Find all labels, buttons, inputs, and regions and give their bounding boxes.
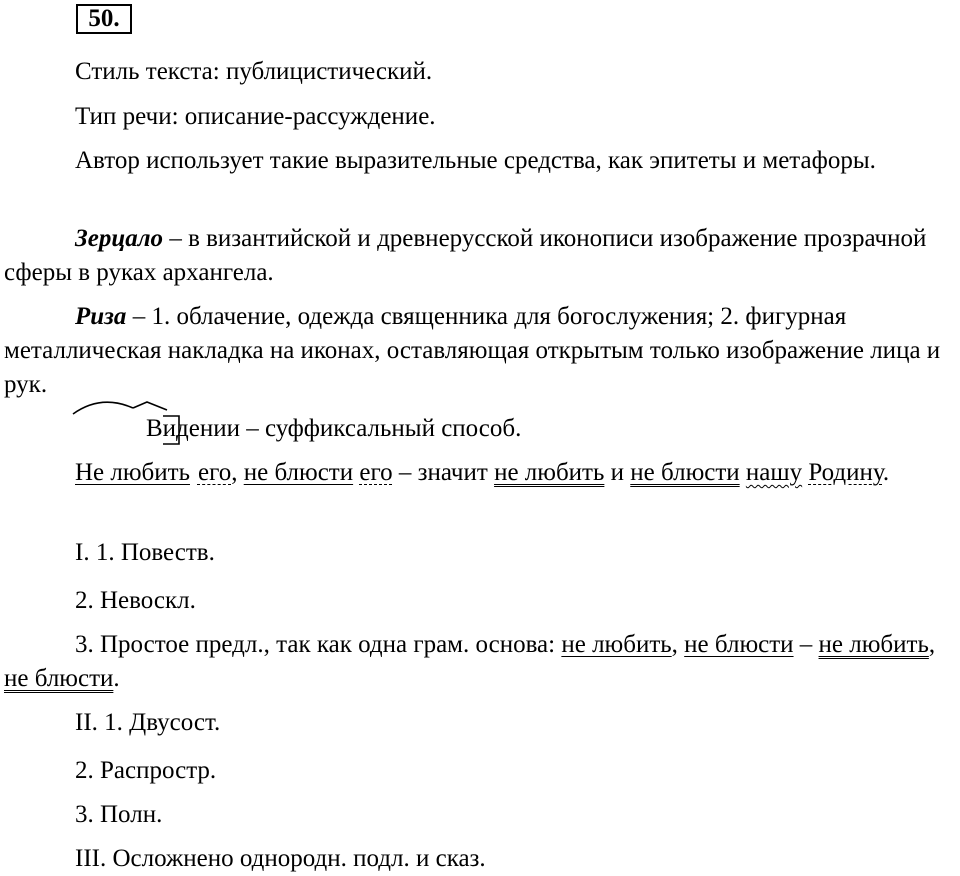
period: . [882, 459, 890, 486]
basis-predicate-2: не блюсти [4, 665, 114, 692]
videnii-rest: – суффиксальный способ. [240, 415, 522, 442]
analysis-line-5: 2. Распростр. [75, 757, 217, 784]
analysis-line-6: 3. Полн. [75, 801, 163, 828]
connector-text: – значит [392, 459, 495, 486]
speech-type-line: Тип речи: описание-рассуждение. [75, 103, 436, 130]
predicate-1: не любить [494, 459, 605, 486]
separator: , [231, 459, 244, 486]
dash: – [793, 631, 819, 658]
basis-predicate-1: не любить [818, 631, 929, 658]
morpheme-marks-icon [71, 400, 189, 448]
videnii-word: Видении [146, 415, 241, 442]
subject-2: не блюсти [243, 459, 354, 486]
object-1: его [197, 459, 232, 486]
word-formation-line [4, 412, 956, 446]
object-2: его [359, 459, 393, 486]
separator: , [671, 631, 685, 658]
predicate-2: не блюсти [630, 459, 740, 486]
morpheme-marked-word [75, 412, 240, 446]
zertsalo-paragraph [4, 222, 956, 290]
text-style-line: Стиль текста: публицистический. [75, 58, 433, 85]
analysis-line-1: I. 1. Повеств. [75, 539, 215, 566]
exercise-number: 50. [76, 4, 132, 34]
example-sentence [4, 456, 956, 490]
basis-subject-2: не блюсти [684, 631, 794, 658]
separator: , [928, 631, 936, 658]
analysis-line-3 [4, 628, 956, 696]
conjunction: и [604, 459, 631, 486]
riza-paragraph [4, 300, 956, 402]
devices-paragraph: Автор использует такие выразительные средства, как эпитеты и метафоры. [75, 147, 876, 174]
riza-definition: – 1. облачение, одежда священника для богослужения; 2. фигурная металлическая накладка на иконах, оставляющая открытым только изображение лица и рук. [4, 303, 941, 398]
period: . [113, 665, 120, 692]
analysis-3-text: 3. Простое предл., так как одна грам. основа: [75, 631, 562, 658]
attribute: нашу [745, 459, 803, 486]
analysis-line-2: 2. Невоскл. [75, 587, 196, 614]
analysis-line-4: II. 1. Двусост. [75, 709, 221, 736]
zertsalo-definition: – в византийской и древнерусской иконописи изображение прозрачной сферы в руках архангела. [4, 225, 927, 286]
subject-1: Не любить [75, 459, 190, 486]
basis-subject-1: не любить [561, 631, 672, 658]
analysis-line-7: III. Осложнено однородн. подл. и сказ. [75, 845, 486, 872]
object-3: Родину [808, 459, 883, 486]
riza-term: Риза [75, 303, 127, 330]
zertsalo-term: Зерцало [75, 225, 164, 252]
